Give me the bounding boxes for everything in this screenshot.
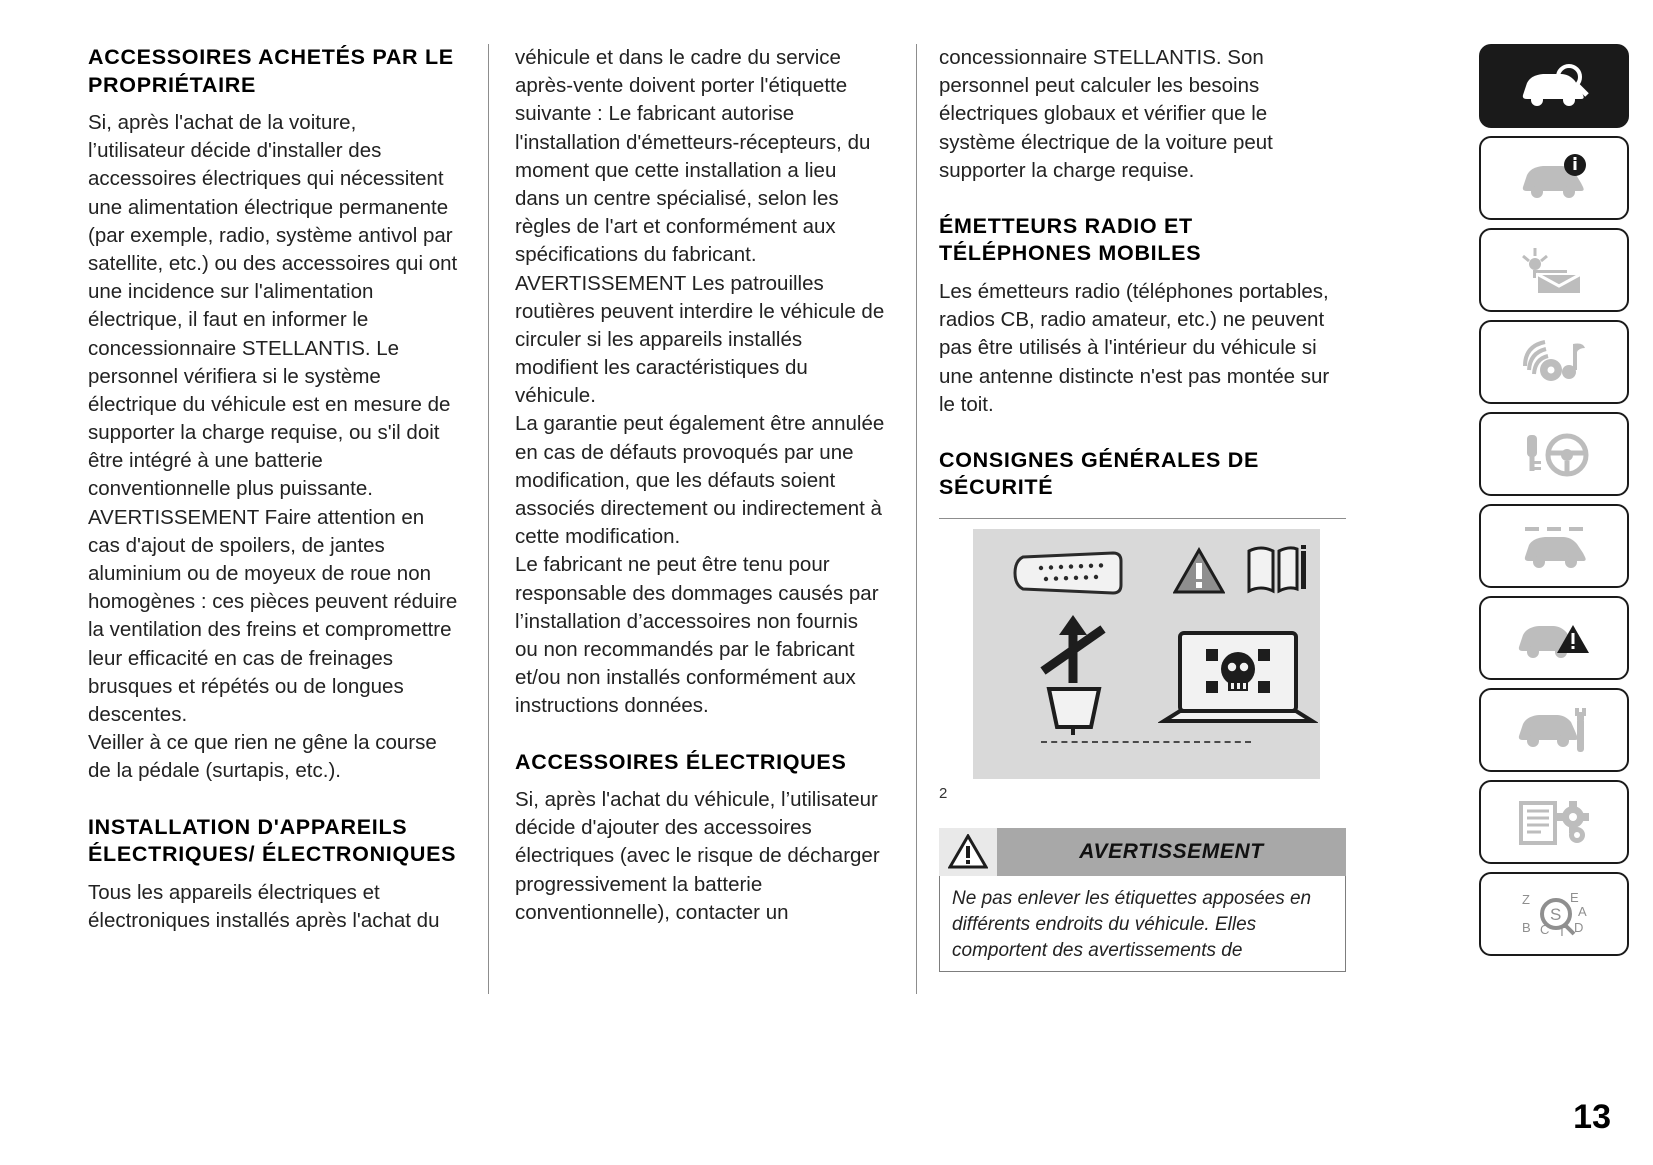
text-columns	[88, 44, 1383, 994]
car-info-icon	[1517, 153, 1591, 203]
figure	[939, 518, 1346, 802]
sidebar-item-infotainment[interactable]	[1479, 320, 1629, 404]
car-lane-assist-icon	[1515, 521, 1593, 571]
paragraph: AVERTISSEMENT Faire attention en cas d'ajout de spoilers, de jantes aluminium ou de moyeux de roue non homogènes : ces pièces peuvent réduire la ventilation des freins et compromettre leur efficacité en cas de freinages brusques et répétés ou de longues descentes.	[88, 505, 458, 726]
paragraph: Si, après l'achat du véhicule, l’utilisateur décide d'ajouter des accessoires électriques (avec le risque de décharger progressivement la batterie conventionnelle), contacter un	[515, 788, 880, 924]
section-heading: ACCESSOIRES ACHETÉS PAR LE PROPRIÉTAIRE	[88, 45, 454, 97]
column-2	[488, 44, 916, 994]
figure-caption: 2	[939, 784, 948, 802]
warning-label: AVERTISSEMENT	[1079, 839, 1264, 863]
warning-triangle-icon	[1173, 547, 1225, 595]
figure-image	[973, 529, 1320, 779]
section-heading: CONSIGNES GÉNÉRALES DE SÉCURITÉ	[939, 447, 1260, 500]
paragraph: Veiller à ce que rien ne gêne la course de la pédale (surtapis, etc.).	[88, 731, 437, 783]
section-heading: ÉMETTEURS RADIO ET TÉLÉPHONES MOBILES	[939, 213, 1202, 266]
sidebar-item-index[interactable]	[1479, 872, 1629, 956]
paragraph: Les émetteurs radio (téléphones portables, radios CB, radio amateur, etc.) ne peuvent pas être utilisés à l'intérieur du véhicule si une antenne distincte n'est pas montée sur le toit.	[939, 279, 1330, 416]
no-plug-icon	[1003, 609, 1143, 739]
sidebar-item-car-info[interactable]	[1479, 136, 1629, 220]
paragraph: Tous les appareils électriques et électroniques installés après l'achat du	[88, 880, 440, 932]
steering-wheel-key-icon	[1517, 429, 1591, 479]
car-magnifier-icon	[1517, 61, 1591, 111]
alphabet-index-icon	[1514, 888, 1594, 940]
sidebar-item-dashboard-letter[interactable]	[1479, 228, 1629, 312]
paragraph: concessionnaire STELLANTIS. Son personnel peut calculer les besoins électriques globaux et vérifier que le système électrique de la voiture peut supporter la charge requise.	[939, 46, 1273, 182]
sidebar-item-car-search[interactable]	[1479, 44, 1629, 128]
car-wrench-icon	[1515, 704, 1593, 756]
chapter-tab-rail	[1479, 44, 1629, 956]
sidebar-item-start-drive[interactable]	[1479, 412, 1629, 496]
sidebar-item-maintenance[interactable]	[1479, 688, 1629, 772]
paragraph: La garantie peut également être annulée en cas de défauts provoqués par une modification, que les défauts soient associés directement ou indirectement à cette modification.	[515, 412, 885, 549]
laptop-skull-icon	[1158, 629, 1318, 739]
svg-text:S: S	[1550, 905, 1562, 924]
warning-callout	[939, 828, 1346, 972]
car-warning-triangle-icon	[1515, 613, 1593, 663]
radio-wave-note-icon	[1517, 336, 1591, 388]
svg-text:T: T	[1558, 924, 1566, 939]
paragraph: Le fabricant ne peut être tenu pour responsable des dommages causés par l’installation d’accessoires non fournis ou non recommandés par le fabricant et/ou non installés conformément aux instructions données.	[515, 553, 879, 718]
warning-triangle-icon	[939, 828, 997, 876]
column-1	[88, 44, 488, 994]
envelope-sun-icon	[1517, 244, 1591, 296]
list-gear-icon	[1515, 797, 1593, 847]
svg-text:B: B	[1522, 920, 1531, 935]
figure-dashed-connector	[1041, 741, 1251, 743]
sidebar-item-driver-assist[interactable]	[1479, 504, 1629, 588]
connector-icon	[1013, 551, 1123, 595]
page-number: 13	[1573, 1098, 1611, 1136]
warning-text: Ne pas enlever les étiquettes apposées en différents endroits du véhicule. Elles comportent des avertissements de	[939, 876, 1346, 972]
warning-header	[939, 828, 1346, 876]
svg-text:C: C	[1540, 922, 1550, 937]
svg-text:D: D	[1574, 920, 1584, 935]
paragraph: véhicule et dans le cadre du service après-vente doivent porter l'étiquette suivante : Le fabricant autorise l'installation d'émetteurs-récepteurs, du moment que cette installation a lieu dans un centre spécialisé, selon les règles de l'art et conformément aux spécifications du fabricant.	[515, 46, 871, 267]
paragraph: AVERTISSEMENT Les patrouilles routières peuvent interdire le véhicule de circuler si les appareils installés modifient les caractéristiques du véhicule.	[515, 271, 885, 408]
svg-text:E: E	[1570, 890, 1579, 905]
column-3	[916, 44, 1346, 994]
svg-text:A: A	[1578, 904, 1587, 919]
sidebar-item-specifications[interactable]	[1479, 780, 1629, 864]
paragraph: Si, après l'achat de la voiture, l’utilisateur décide d'installer des accessoires électriques qui nécessitent une alimentation électrique permanente (par exemple, radio, système antivol par satellite, etc.) ou des accessoires qui ont une incidence sur l'alimentation électrique, il faut en informer le concessionnaire STELLANTIS. Le personnel vérifiera si le système électrique du véhicule est en mesure de supporter la charge requise, ou s'il doit être intégré à une batterie conventionnelle plus puissante.	[88, 111, 458, 501]
book-icon	[1245, 545, 1309, 595]
section-heading: INSTALLATION D'APPAREILS ÉLECTRIQUES/ ÉLECTRONIQUES	[88, 814, 457, 867]
sidebar-item-emergency[interactable]	[1479, 596, 1629, 680]
svg-text:Z: Z	[1522, 892, 1530, 907]
section-heading: ACCESSOIRES ÉLECTRIQUES	[515, 749, 847, 774]
